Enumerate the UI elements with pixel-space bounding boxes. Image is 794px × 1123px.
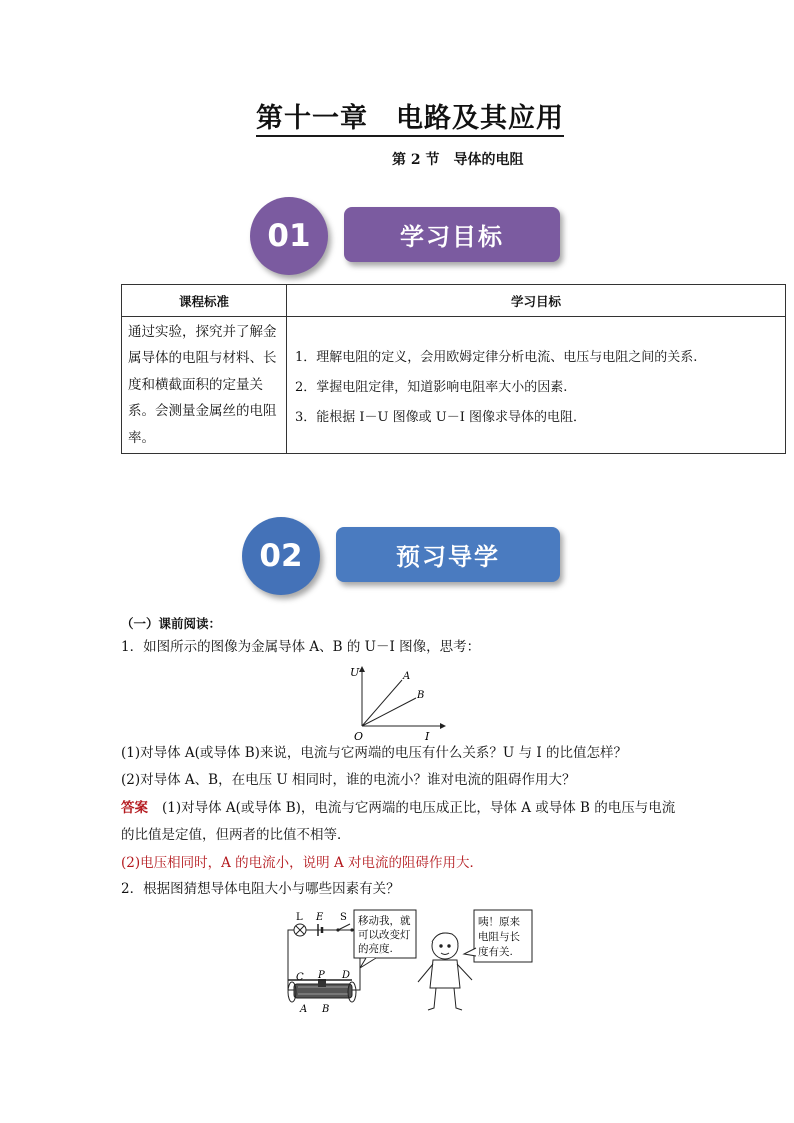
bubble-right-line: 电阻与长 bbox=[478, 931, 520, 943]
axis-label-i: I bbox=[425, 730, 430, 743]
line-label-b: B bbox=[417, 690, 425, 701]
label-d: D bbox=[342, 970, 351, 981]
question-1: 1．如图所示的图像为金属导体 A、B 的 U－I 图像，思考： bbox=[121, 639, 481, 655]
origin-label: O bbox=[354, 730, 364, 743]
answer-text: (1)对导体 A(或导体 B)，电流与它两端的电压成正比，导体 A 或导体 B 的电压与电流 bbox=[162, 800, 676, 816]
table-row bbox=[122, 317, 786, 454]
standard-line: 度和横截面积的定量关 bbox=[128, 376, 263, 393]
goal-item: 2．掌握电阻定律，知道影响电阻率大小的因素. bbox=[295, 380, 568, 395]
question-1-sub-2: (2)对导体 A、B，在电压 U 相同时，谁的电流小？谁对电流的阻碍作用大？ bbox=[121, 772, 576, 788]
goal-item: 1．理解电阻的定义，会用欧姆定律分析电流、电压与电阻之间的关系. bbox=[295, 350, 698, 365]
reading-heading: （一）课前阅读： bbox=[121, 616, 222, 631]
axis-label-u: U bbox=[350, 666, 360, 679]
bubble-left-line: 可以改变灯 bbox=[358, 929, 411, 941]
answer-label: 答案 bbox=[121, 800, 148, 816]
answer-line-3: (2)电压相同时，A 的电流小，说明 A 对电流的阻碍作用大． bbox=[121, 855, 483, 871]
standard-line: 通过实验，探究并了解金 bbox=[128, 324, 277, 340]
section-title: 第 2 节 导体的电阻 bbox=[392, 152, 524, 168]
answer-line-2: 的比值是定值，但两者的比值不相等． bbox=[121, 827, 351, 843]
goal-item: 3．能根据 I－U 图像或 U－I 图像求导体的电阻． bbox=[295, 410, 586, 425]
standard-line: 属导体的电阻与材料、长 bbox=[128, 350, 277, 367]
answer-line-1 bbox=[121, 795, 675, 822]
label-e: E bbox=[316, 912, 324, 923]
course-standard-cell bbox=[122, 317, 287, 454]
question-2: 2．根据图猜想导体电阻大小与哪些因素有关？ bbox=[121, 881, 400, 897]
chapter-title bbox=[0, 96, 794, 135]
section-number-circle: 02 bbox=[242, 517, 320, 595]
learning-goals-cell bbox=[287, 317, 786, 454]
chapter-title-text: 第十一章 电路及其应用 bbox=[256, 103, 564, 137]
standard-line: 系。会测量金属丝的电阻 bbox=[128, 403, 277, 420]
objectives-table bbox=[121, 284, 786, 454]
bubble-left-line: 移动我，就 bbox=[358, 915, 411, 927]
cartoon-figure bbox=[418, 933, 472, 1010]
section-label-bar: 学习目标 bbox=[344, 207, 560, 262]
table-header: 课程标准 bbox=[122, 285, 287, 317]
table-header: 学习目标 bbox=[287, 285, 786, 317]
bubble-right-line: 度有关. bbox=[478, 946, 513, 958]
table-header-row bbox=[122, 285, 786, 317]
label-c: C bbox=[296, 972, 304, 983]
section-label-bar: 预习导学 bbox=[336, 527, 560, 582]
label-b: B bbox=[322, 1004, 330, 1015]
line-label-a: A bbox=[403, 671, 411, 682]
circuit-illustration bbox=[280, 908, 550, 1023]
section-number-circle: 01 bbox=[250, 197, 328, 275]
question-1-sub-1: (1)对导体 A(或导体 B)来说，电流与它两端的电压有什么关系？U 与 I 的比值怎样？ bbox=[121, 745, 627, 761]
standard-line: 率。 bbox=[128, 429, 155, 446]
label-p: P bbox=[318, 970, 325, 981]
label-s: S bbox=[340, 912, 347, 923]
u-i-graph bbox=[350, 664, 450, 744]
bubble-left-line: 的亮度. bbox=[358, 943, 393, 955]
label-l: L bbox=[296, 912, 303, 923]
label-a: A bbox=[300, 1004, 308, 1015]
bubble-right-line: 咦！原来 bbox=[478, 916, 520, 928]
